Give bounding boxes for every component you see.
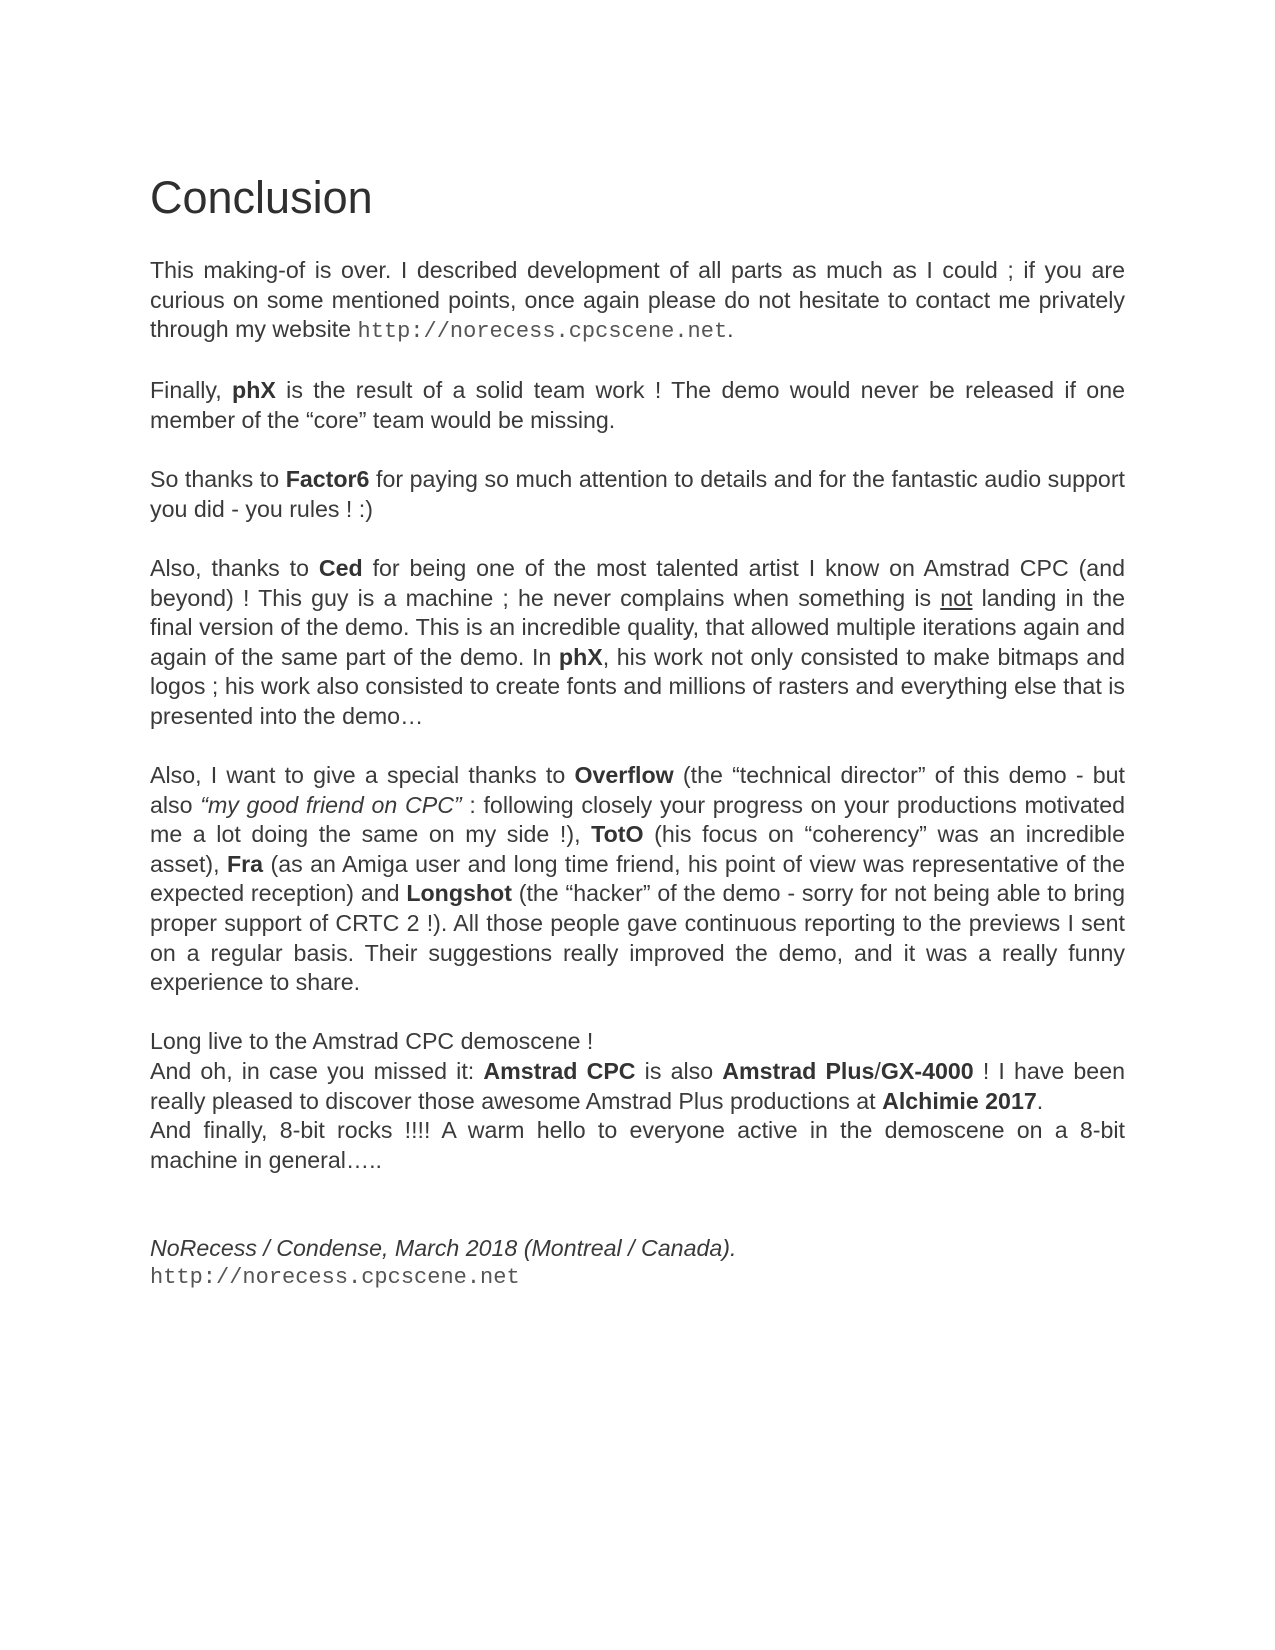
member-ced: Ced [318, 554, 363, 581]
demo-name: phX [232, 377, 276, 404]
alchimie-bold: Alchimie 2017 [882, 1087, 1037, 1114]
plus-text-e: . [1036, 1087, 1044, 1114]
paragraph-special-thanks [150, 761, 1125, 998]
signature-line: NoRecess / Condense, March 2018 (Montreal / Canada). [150, 1235, 737, 1262]
signature-block [150, 1233, 1125, 1293]
paragraph-8bit [150, 1116, 1125, 1175]
plus-text-a: And oh, in case you missed it: [150, 1058, 484, 1085]
page-title: Conclusion [150, 172, 373, 223]
ced-text-a: Also, thanks to [150, 554, 319, 581]
demo-name: phX [558, 643, 603, 670]
paragraph-team [150, 376, 1125, 435]
plus-text-d: ! I have been really pleased to discover those awesome Amstrad Plus productions at [150, 1058, 1125, 1114]
thanks-text-e: (his focus on “coherency” was an incredible asset), [150, 821, 1125, 877]
ced-text-c: for being one of the most talented artist I know on Amstrad CPC (and beyond) ! This guy is a machine ; he never complains when something is [150, 554, 1125, 611]
member-fra: Fra [226, 850, 264, 877]
amstrad-plus-bold: Amstrad Plus [722, 1058, 875, 1085]
paragraph-intro [150, 256, 1125, 347]
long-live-line: Long live to the Amstrad CPC demoscene ! [150, 1028, 594, 1055]
team-text-c: is the result of a solid team work ! The demo would never be released if one member of the “core” team would be missing. [150, 377, 1125, 433]
amstrad-cpc-bold: Amstrad CPC [483, 1058, 636, 1085]
plus-slash: / [874, 1058, 881, 1085]
thanks-text-d: : following closely your progress on your productions motivated me a lot doing the same on my side !), [150, 791, 1125, 848]
ced-text-e: , his work not only consisted to make bitmaps and logos ; his work also consisted to create fonts and millions of rasters and everything else that is presented into the demo… [150, 643, 1125, 729]
intro-end: . [727, 316, 734, 343]
thanks-text-f: (as an Amiga user and long time friend, his point of view was representative of the expected reception) and [150, 850, 1126, 907]
plus-text-c: is also [635, 1058, 723, 1085]
paragraph-factor6 [150, 465, 1125, 524]
thanks-text-g: (the “hacker” of the demo - sorry for not being able to bring proper support of CRTC 2 !). All those people gave continuous reporting to the previews I sent on a regular basis. Their suggestions really improved the demo, and it was a really funny experience to share. [150, 880, 1125, 996]
factor6-text-a: So thanks to [150, 466, 286, 493]
gx4000-bold: GX-4000 [880, 1058, 974, 1085]
member-longshot: Longshot [406, 880, 512, 907]
eight-bit-line: And finally, 8-bit rocks !!!! A warm hello to everyone active in the demoscene on a 8-bit machine in general….. [150, 1117, 1125, 1173]
paragraph-long-live [150, 1027, 1125, 1057]
member-toto: TotO [591, 821, 644, 848]
factor6-text-c: for paying so much attention to details and for the fantastic audio support you did - you rules ! :) [150, 466, 1125, 522]
paragraph-ced [150, 554, 1125, 732]
document-page [150, 170, 1125, 1293]
thanks-text-c: (the “technical director” of this demo - but also [150, 762, 1126, 818]
signature-url[interactable]: http://norecess.cpcscene.net [150, 1265, 520, 1291]
intro-text: This making-of is over. I described development of all parts as much as I could ; if you are curious on some mentioned points, once again please do not hesitate to contact me privately through my website [150, 257, 1125, 343]
friend-quote: “my good friend on CPC” [200, 791, 462, 818]
team-text-a: Finally, [150, 377, 233, 404]
website-link[interactable]: http://norecess.cpcscene.net [357, 319, 728, 345]
ced-text-d: landing in the final version of the demo. This is an incredible quality, that allowed multiple iterations again and again of the same part of the demo. In [150, 584, 1125, 670]
thanks-text-a: Also, I want to give a special thanks to [150, 762, 575, 789]
member-factor6: Factor6 [285, 466, 370, 493]
underlined-not: not [940, 584, 973, 611]
document-body [150, 256, 1125, 1293]
paragraph-amstrad-plus [150, 1057, 1125, 1116]
member-overflow: Overflow [574, 762, 674, 789]
